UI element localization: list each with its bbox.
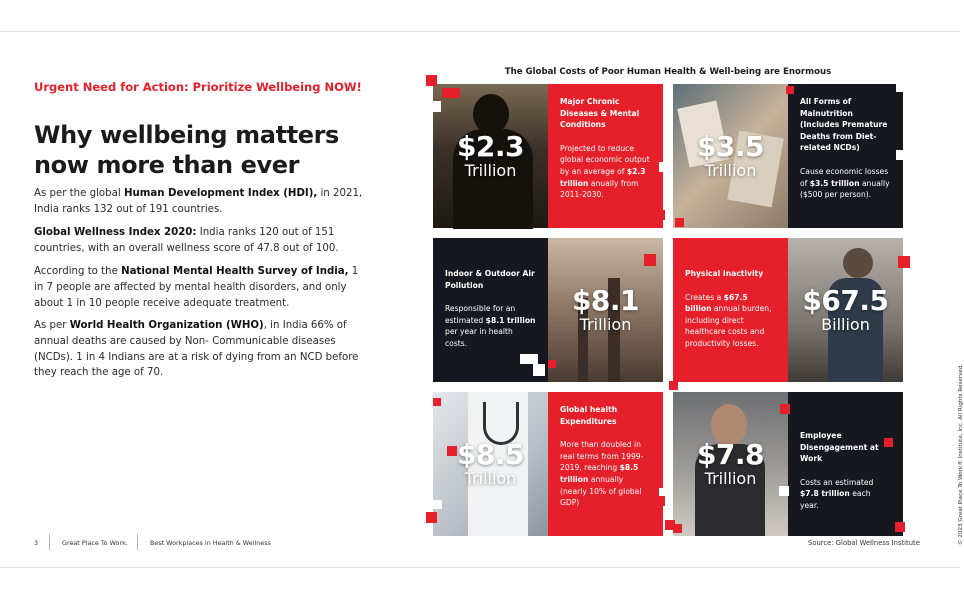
decor-square xyxy=(780,404,790,414)
decor-square xyxy=(447,446,457,456)
decor-square xyxy=(655,210,665,220)
decor-square xyxy=(520,354,538,364)
document-title: Best Workplaces in Health & Wellness xyxy=(150,539,271,547)
decor-square xyxy=(884,438,893,447)
info-box: Employee Disengagement at Work Costs an estimated $7.8 trillion each year. xyxy=(788,392,903,536)
bottom-rule xyxy=(0,567,960,568)
decor-square xyxy=(644,254,656,266)
decor-square xyxy=(548,360,556,368)
footer-divider xyxy=(137,534,138,550)
cost-tile-physical-inactivity xyxy=(673,238,903,382)
decor-square xyxy=(430,101,441,112)
decor-square xyxy=(433,500,442,509)
decor-square xyxy=(673,524,682,533)
info-box: Physical Inactivity Creates a $67.5 billion annual burden, including direct healthcare costs and productivity losses. xyxy=(673,238,788,382)
decor-square xyxy=(533,364,545,376)
copyright-notice: © 2023 Great Place To Work® Institute, Inc. All Rights Reserved. xyxy=(958,363,964,545)
seated-person-photo xyxy=(788,238,903,382)
cost-tile-malnutrition xyxy=(673,84,903,228)
decor-square xyxy=(426,75,437,86)
silhouette-hospital-photo xyxy=(433,84,548,228)
decor-square xyxy=(442,88,460,98)
info-box: Global health Expenditures More than doubled in real terms from 1999-2019, reaching $8.5 trillion annually (nearly 10% of global GDP) xyxy=(548,392,663,536)
decor-square xyxy=(895,522,905,532)
paragraph-hdi: As per the global Human Development Index (HDI), in 2021, India ranks 132 out of 191 countries. xyxy=(34,188,363,215)
amount-label: $2.3 Trillion xyxy=(456,130,525,180)
paragraph-who: As per World Health Organization (WHO), in India 66% of annual deaths are caused by Non- Communicable diseases (NCDs). 1 in 4 Indians are at a risk of dying from an NCD before they reach the age of 70. xyxy=(34,320,359,379)
kicker-text: Urgent Need for Action: Prioritize Wellbeing NOW! xyxy=(34,80,362,94)
paragraph-mental-health: According to the National Mental Health Survey of India, 1 in 7 people are affected by mental health disorders, and only about 1 in 10 people receive adequate treatment. xyxy=(34,266,359,309)
hands-with-signs-photo xyxy=(673,84,788,228)
info-box: Major Chronic Diseases & Mental Conditions Projected to reduce global economic output by an average of $2.3 trillion anually from 2011-2030. xyxy=(548,84,663,228)
decor-square xyxy=(779,486,789,496)
amount-label: $67.5 Billion xyxy=(802,284,889,334)
decor-square xyxy=(896,150,906,160)
decor-square xyxy=(675,218,684,227)
cost-tile-health-expenditures xyxy=(433,392,663,536)
top-rule xyxy=(0,31,960,32)
decor-square xyxy=(669,381,678,390)
footer-divider xyxy=(49,534,50,550)
doctor-stethoscope-photo xyxy=(433,392,548,536)
decor-square xyxy=(433,398,441,406)
amount-label: $8.5 Trillion xyxy=(456,438,525,488)
info-box: All Forms of Malnutrition (Includes Premature Deaths from Diet-related NCDs) Cause economic losses of $3.5 trillion anually ($500 per person). xyxy=(788,84,903,228)
page-headline: Why wellbeing matters now more than ever xyxy=(34,121,339,179)
panel-title: The Global Costs of Poor Human Health & Well-being are Enormous xyxy=(504,67,832,77)
decor-square xyxy=(659,162,669,172)
decor-square xyxy=(426,512,437,523)
info-box: Indoor & Outdoor Air Pollution Responsible for an estimated $8.1 trillion per year in health costs. xyxy=(433,238,548,382)
amount-label: $3.5 Trillion xyxy=(696,130,765,180)
decor-square xyxy=(659,488,667,496)
decor-square xyxy=(896,84,904,92)
cost-tile-chronic-diseases xyxy=(433,84,663,228)
paragraph-gwi: Global Wellness Index 2020: India ranks 120 out of 151 countries, with an overall wellness score of 47.8 out of 100. xyxy=(34,227,339,254)
amount-label: $7.8 Trillion xyxy=(696,438,765,488)
amount-label: $8.1 Trillion xyxy=(571,284,640,334)
decor-square xyxy=(655,496,665,506)
page-number: 3 xyxy=(34,539,39,547)
brand-logo: Great Place To Work. xyxy=(62,539,128,547)
stressed-employee-photo xyxy=(673,392,788,536)
decor-square xyxy=(786,86,794,94)
source-note: Source: Global Wellness Institute xyxy=(808,539,920,547)
decor-square xyxy=(898,256,910,268)
